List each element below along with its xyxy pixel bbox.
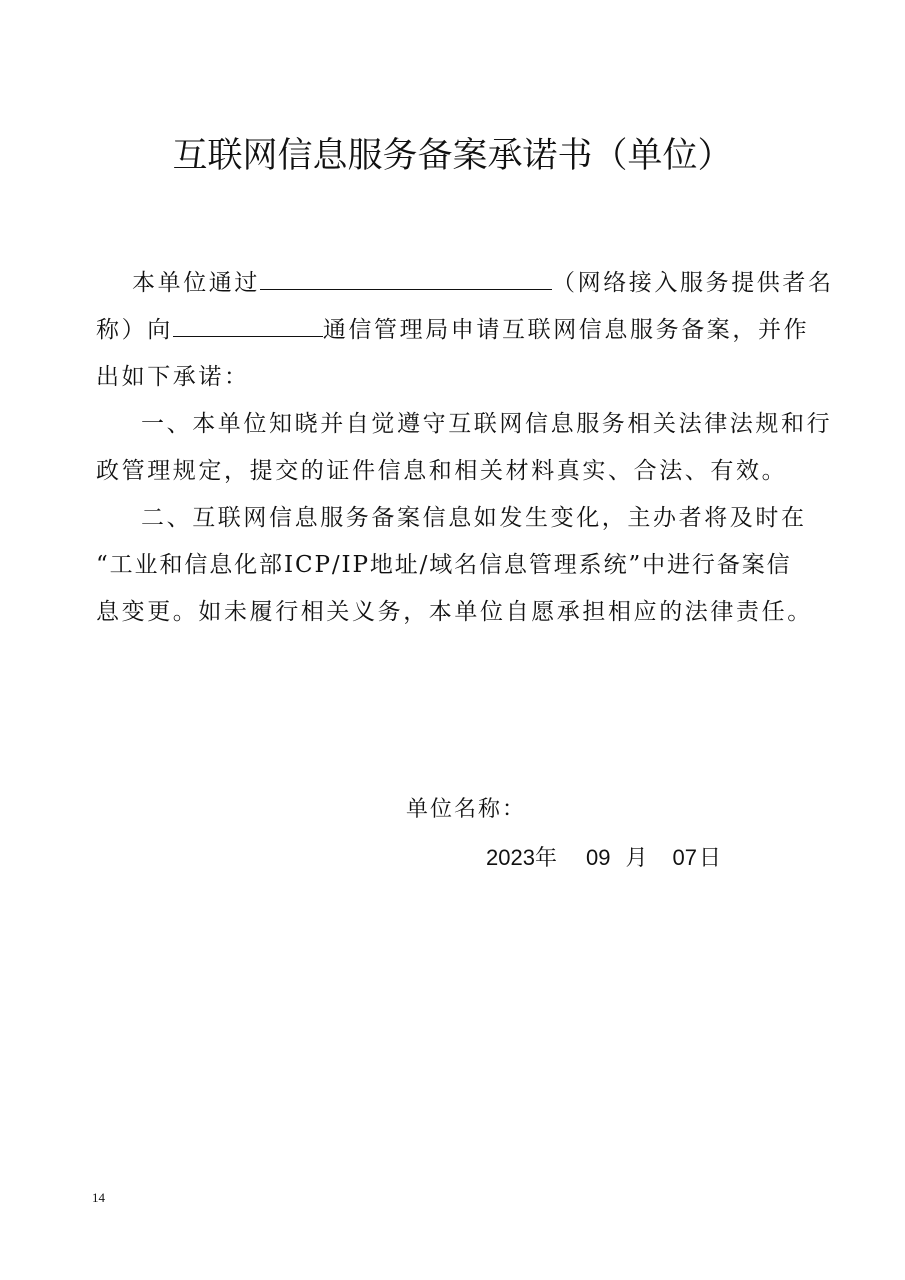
date-month: 09 bbox=[585, 845, 611, 870]
para2-line1: 一、本单位知晓并自觉遵守互联网信息服务相关法律法规和行 bbox=[141, 411, 833, 437]
signature-date bbox=[486, 841, 721, 872]
communication-bureau-blank bbox=[173, 316, 323, 337]
para2-line2: 政管理规定，提交的证件信息和相关材料真实、合法、有效。 bbox=[96, 458, 788, 484]
para3-line1: 二、互联网信息服务备案信息如发生变化，主办者将及时在 bbox=[141, 505, 807, 531]
date-day: 07 bbox=[672, 845, 697, 870]
date-month-unit: 月 bbox=[625, 846, 648, 871]
para1-line2-after: 通信管理局申请互联网信息服务备案，并作 bbox=[322, 317, 810, 343]
page-number: 14 bbox=[92, 1190, 105, 1205]
para1-line2 bbox=[96, 315, 809, 345]
para1-line1-before: 本单位通过 bbox=[132, 270, 260, 296]
para1-line1 bbox=[132, 268, 834, 298]
para3-line3: 息变更。如未履行相关义务，本单位自愿承担相应的法律责任。 bbox=[96, 599, 813, 625]
para1-line3: 出如下承诺： bbox=[96, 364, 250, 390]
date-day-unit: 日 bbox=[698, 846, 721, 871]
date-year: 2023 bbox=[486, 845, 535, 870]
para1-line2-before: 称）向 bbox=[96, 317, 173, 343]
date-year-unit: 年 bbox=[534, 846, 557, 871]
para3-line2: “工业和信息化部ICP/IP地址/域名信息管理系统”中进行备案信 bbox=[96, 552, 792, 578]
document-title: 互联网信息服务备案承诺书（单位） bbox=[172, 136, 733, 176]
para1-line1-after: （网络接入服务提供者名 bbox=[552, 270, 834, 296]
network-provider-blank bbox=[260, 269, 552, 290]
unit-name-label: 单位名称： bbox=[406, 797, 527, 822]
